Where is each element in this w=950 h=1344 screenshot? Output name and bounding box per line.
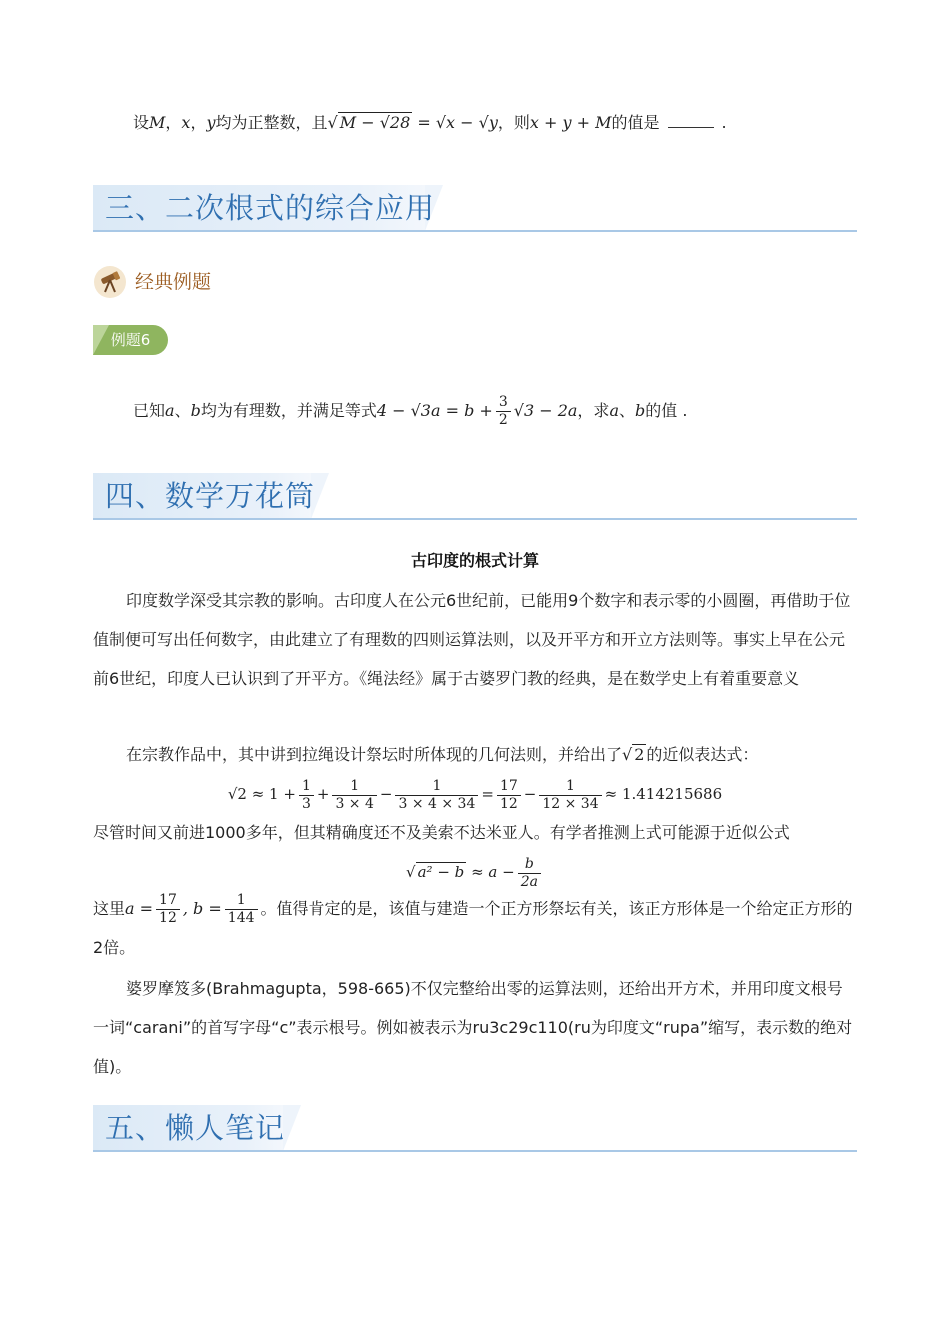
radicand: 2 bbox=[634, 745, 645, 764]
banner-rule bbox=[93, 1150, 857, 1152]
formula-approx: ≈ a − bbox=[471, 863, 515, 881]
numerator: 1 bbox=[539, 778, 601, 796]
fraction-3-2 bbox=[496, 394, 511, 429]
telescope-icon bbox=[93, 265, 129, 299]
numerator: 17 bbox=[497, 778, 521, 796]
fraction bbox=[395, 778, 478, 813]
section-3-banner bbox=[93, 185, 857, 233]
var-a-eq: a = bbox=[125, 899, 154, 918]
fraction bbox=[332, 778, 376, 813]
paragraph-text: 在宗教作品中，其中讲到拉绳设计祭坛时所体现的几何法则，并给出了 bbox=[126, 745, 623, 764]
badge-label: 例题6 bbox=[110, 331, 151, 349]
formula-lead: √2 ≈ 1 + bbox=[227, 785, 296, 803]
period: . bbox=[721, 113, 727, 132]
denominator: 3 bbox=[301, 795, 311, 812]
radicand: M − √28 bbox=[339, 113, 411, 132]
article-title: 古印度的根式计算 bbox=[410, 551, 539, 570]
section-5-banner bbox=[93, 1105, 857, 1153]
problem-prefix: 设 bbox=[133, 113, 150, 132]
fraction bbox=[156, 892, 180, 927]
equation-lhs: 4 − √3a = b + bbox=[376, 401, 493, 420]
section-4-title: 四、数学万花筒 bbox=[105, 479, 316, 513]
fraction bbox=[497, 778, 521, 813]
answer-blank[interactable] bbox=[668, 113, 714, 128]
problem-text: 的值是 bbox=[611, 113, 660, 132]
numerator: 17 bbox=[156, 892, 180, 910]
denominator: 3 × 4 × 34 bbox=[398, 795, 476, 812]
problem-text: 均为有理数，并满足等式 bbox=[200, 401, 377, 420]
operator: − bbox=[523, 785, 537, 803]
sqrt-expression: √ a² − b bbox=[406, 863, 465, 881]
numerator: 1 bbox=[395, 778, 478, 796]
denominator: 3 × 4 bbox=[335, 795, 374, 812]
var-b-eq: , b = bbox=[182, 899, 222, 918]
var-m: M bbox=[149, 113, 166, 132]
denominator: 12 bbox=[499, 795, 518, 812]
fraction bbox=[539, 778, 601, 813]
numerator: 1 bbox=[332, 778, 376, 796]
problem-text: 均为正整数，且 bbox=[215, 113, 328, 132]
denominator: 2 bbox=[498, 412, 508, 428]
section-5-title: 五、懒人笔记 bbox=[105, 1111, 286, 1145]
fraction bbox=[225, 892, 258, 927]
operator: − bbox=[379, 785, 393, 803]
var-y: y bbox=[206, 113, 216, 132]
denominator: 12 × 34 bbox=[542, 795, 599, 812]
example-6-badge bbox=[93, 325, 168, 355]
fraction bbox=[299, 778, 314, 813]
radical-expression: √ M − √28 bbox=[327, 113, 411, 132]
sep: 、 bbox=[174, 401, 191, 420]
numerator: 1 bbox=[225, 892, 258, 910]
denominator: 144 bbox=[227, 910, 255, 926]
sep: ， bbox=[190, 113, 207, 132]
var-b: b bbox=[190, 401, 201, 420]
paragraph-text: 的近似表达式： bbox=[646, 745, 759, 764]
sum-expression: x + y + M bbox=[529, 113, 612, 132]
article-paragraph-4 bbox=[93, 889, 857, 967]
paragraph-text: 这里 bbox=[93, 899, 126, 918]
sep: ， bbox=[165, 113, 182, 132]
equation-rhs: √3 − 2a bbox=[513, 401, 578, 420]
problem-text: ，求 bbox=[577, 401, 610, 420]
var-x: x bbox=[181, 113, 191, 132]
formula-approx-sqrt bbox=[93, 852, 857, 892]
var-a: a bbox=[609, 401, 619, 420]
problem-top bbox=[133, 112, 727, 134]
sqrt-2: √ 2 bbox=[622, 745, 645, 764]
numerator: 1 bbox=[299, 778, 314, 796]
example-6-problem bbox=[133, 392, 687, 430]
article-paragraph-1: 印度数学深受其宗教的影响。古印度人在公元6世纪前，已能用9个数字和表示零的小圆圈，再借助于位值制便可写出任何数字，由此建立了有理数的四则运算法则，以及开平方和开立方法则等。事实上早在公元前6世纪，印度人已认识到了开平方。《绳法经》属于古婆罗门教的经典，是在数学史上有着重要意义 bbox=[93, 591, 851, 688]
numerator: 3 bbox=[496, 394, 511, 412]
sep: 、 bbox=[618, 401, 635, 420]
formula-result: ≈ 1.414215686 bbox=[604, 785, 723, 803]
section-4-banner bbox=[93, 473, 857, 521]
operator: = bbox=[481, 785, 494, 803]
section-3-title: 三、二次根式的综合应用 bbox=[105, 191, 436, 225]
article-paragraph-2 bbox=[126, 744, 758, 766]
paragraph-text: 。值得肯定的是，该值与建造一个正方形祭坛有关，该正方形体是一个给定正方形的2倍。 bbox=[93, 899, 853, 957]
article-paragraph-5: 婆罗摩笈多(Brahmagupta，598-665)不仅完整给出零的运算法则，还给出开方术，并用印度文根号一词“carani”的首写字母“c”表示根号。例如被表示为ru3c29c110(ru为印度文“rupa”缩写，表示数的绝对值)。 bbox=[93, 979, 853, 1076]
var-a: a bbox=[165, 401, 175, 420]
problem-text: 已知 bbox=[133, 401, 166, 420]
formula-sqrt2-approx bbox=[93, 774, 857, 814]
problem-text: ，则 bbox=[497, 113, 530, 132]
denominator: 2a bbox=[520, 873, 538, 890]
radicand: a² − b bbox=[417, 863, 465, 881]
var-b: b bbox=[635, 401, 646, 420]
problem-text: 的值 . bbox=[645, 401, 688, 420]
equation-rhs: = √x − √y bbox=[417, 113, 498, 132]
denominator: 12 bbox=[159, 910, 177, 926]
fraction bbox=[518, 856, 541, 891]
operator: + bbox=[316, 785, 330, 803]
article-paragraph-3: 尽管时间又前进1000多年，但其精确度还不及美索不达米亚人。有学者推测上式可能源于近似公式 bbox=[93, 823, 790, 842]
banner-rule bbox=[93, 518, 857, 520]
numerator: b bbox=[518, 856, 541, 874]
banner-rule bbox=[93, 230, 857, 232]
classic-examples-label: 经典例题 bbox=[135, 271, 212, 293]
